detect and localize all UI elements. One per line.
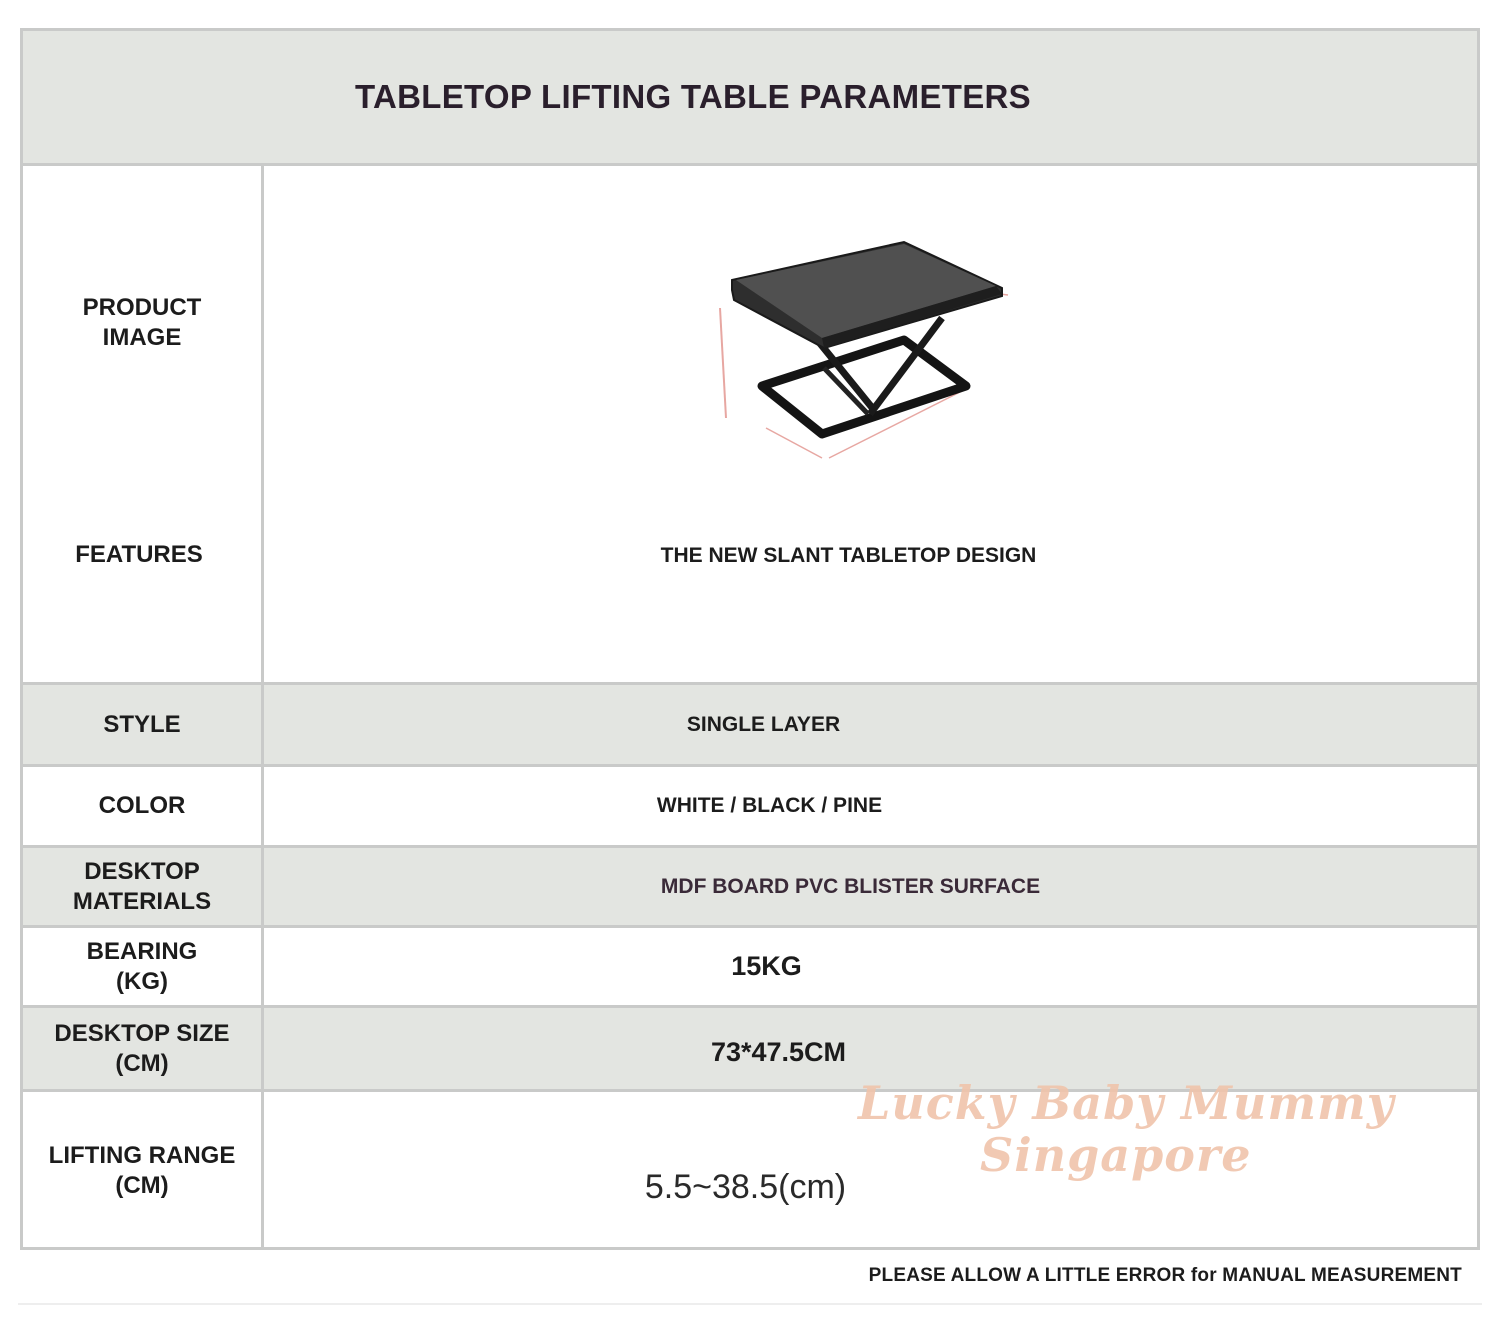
watermark-line2: Singapore xyxy=(980,1128,1252,1182)
desktop-size-label-line2: (CM) xyxy=(115,1049,169,1077)
lifting-range-label-line1: LIFTING RANGE xyxy=(48,1142,236,1169)
tabletop-surface xyxy=(736,244,996,338)
bearing-label-line2: (KG) xyxy=(116,967,168,995)
product-image-label-line1: PRODUCT xyxy=(82,294,202,321)
desktop-materials-label-line1: DESKTOP xyxy=(84,857,200,885)
parameters-table xyxy=(20,28,1480,1250)
color-value: WHITE / BLACK / PINE xyxy=(656,794,883,817)
lifting-range-label xyxy=(23,1092,264,1250)
table-header xyxy=(23,31,1477,166)
table-title: TABLETOP LIFTING TABLE PARAMETERS xyxy=(354,78,1031,115)
bearing-label xyxy=(23,928,264,1005)
product-image xyxy=(704,238,1024,468)
style-label: STYLE xyxy=(23,685,264,764)
style-value-cell xyxy=(264,685,1477,764)
bearing-value-cell xyxy=(264,928,1477,1005)
product-image-label-line2: IMAGE xyxy=(102,324,182,351)
bearing-row xyxy=(23,928,1477,1008)
color-row xyxy=(23,767,1477,848)
product-image-label xyxy=(23,163,264,682)
style-row xyxy=(23,685,1477,767)
style-value: SINGLE LAYER xyxy=(686,712,841,736)
desktop-size-label xyxy=(23,1008,264,1089)
desktop-size-label-line1: DESKTOP SIZE xyxy=(54,1019,230,1047)
desktop-materials-row xyxy=(23,848,1477,928)
bottom-divider xyxy=(18,1303,1482,1305)
product-features-cell xyxy=(264,163,1477,682)
desktop-materials-label-line2: MATERIALS xyxy=(72,887,212,915)
bearing-label-line1: BEARING xyxy=(86,937,198,965)
features-label: FEATURES xyxy=(75,541,203,568)
desktop-materials-value-cell xyxy=(264,848,1477,925)
product-features-row xyxy=(23,163,1477,685)
desktop-materials-value: MDF BOARD PVC BLISTER SURFACE xyxy=(660,874,1041,898)
features-value: THE NEW SLANT TABLETOP DESIGN xyxy=(660,544,1037,567)
desktop-materials-label xyxy=(23,848,264,925)
measurement-footnote: PLEASE ALLOW A LITTLE ERROR for MANUAL MEASUREMENT xyxy=(868,1265,1462,1286)
lifting-range-label-line2: (CM) xyxy=(115,1172,169,1199)
lifting-range-value: 5.5~38.5(cm) xyxy=(644,1167,847,1206)
base-frame xyxy=(762,340,966,434)
color-value-cell xyxy=(264,767,1477,845)
bearing-value: 15KG xyxy=(731,951,802,981)
height-dimension-line xyxy=(720,308,726,418)
desktop-size-value: 73*47.5CM xyxy=(710,1037,847,1067)
product-image-label-text xyxy=(23,293,261,353)
color-label: COLOR xyxy=(23,767,264,845)
watermark-line1: Lucky Baby Mummy xyxy=(858,1076,1395,1130)
